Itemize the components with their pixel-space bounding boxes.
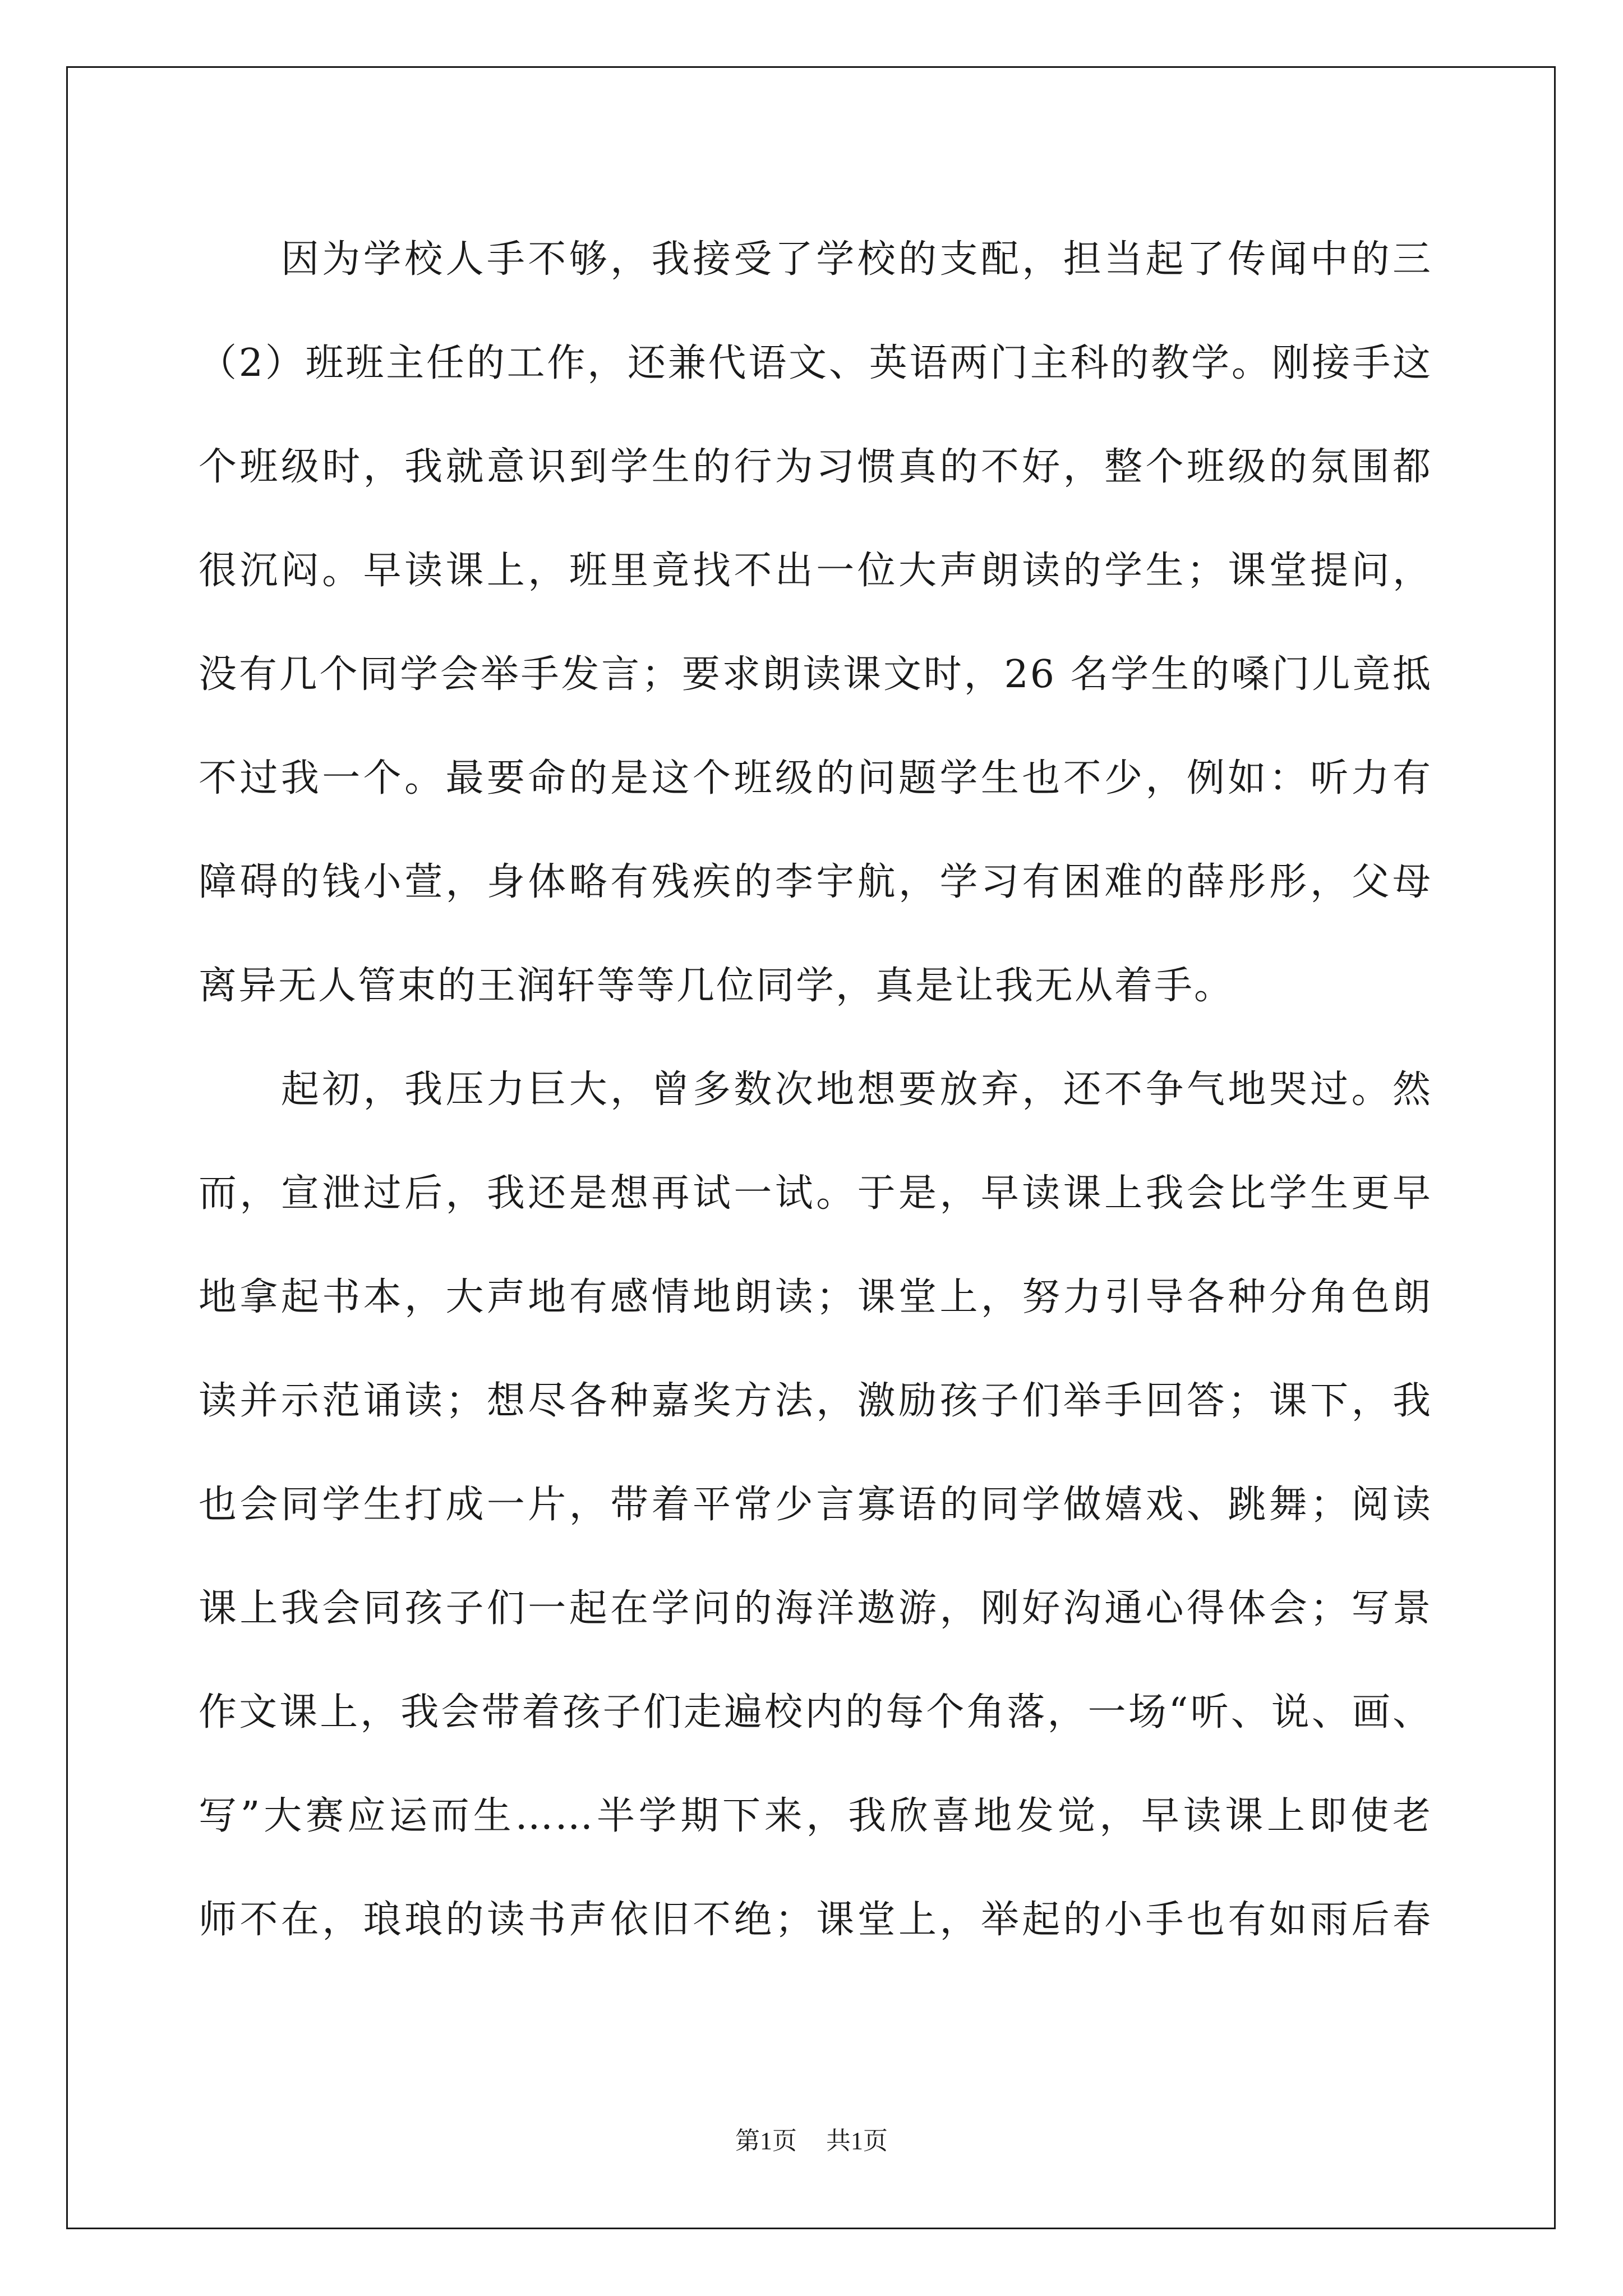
paragraph-1 [199, 208, 1432, 1038]
text-line: 读并示范诵读；想尽各种嘉奖方法，激励孩子们举手回答；课下，我 [199, 1379, 1432, 1423]
text-line: 很沉闷。早读课上，班里竟找不出一位大声朗读的学生；课堂提问， [199, 549, 1432, 593]
text-line: 个班级时，我就意识到学生的行为习惯真的不好，整个班级的氛围都 [199, 445, 1432, 489]
text-line: 起初，我压力巨大，曾多数次地想要放弃，还不争气地哭过。然 [199, 1068, 1432, 1112]
text-line: 因为学校人手不够，我接受了学校的支配，担当起了传闻中的三 [199, 237, 1432, 282]
text-line: 师不在，琅琅的读书声依旧不绝；课堂上，举起的小手也有如雨后春 [199, 1898, 1432, 1942]
text-line: 而，宣泄过后，我还是想再试一试。于是，早读课上我会比学生更早 [199, 1171, 1432, 1216]
text-line: 作文课上，我会带着孩子们走遍校内的每个角落，一场“听、说、画、 [199, 1690, 1432, 1734]
text-line: 地拿起书本，大声地有感情地朗读；课堂上，努力引导各种分角色朗 [199, 1275, 1432, 1319]
text-line: 没有几个同学会举手发言；要求朗读课文时，26 名学生的嗓门儿竟抵 [199, 652, 1432, 697]
text-line: 写”大赛应运而生……半学期下来，我欣喜地发觉，早读课上即使老 [199, 1794, 1433, 1838]
document-body [199, 208, 1432, 1972]
text-line: 离异无人管束的王润轩等等几位同学，真是让我无从着手。 [199, 964, 1234, 1008]
page-number-current: 第1页 [735, 2127, 797, 2155]
text-line: 障碍的钱小萱，身体略有残疾的李宇航，学习有困难的薛彤彤，父母 [199, 860, 1432, 904]
text-line: 不过我一个。最要命的是这个班级的问题学生也不少，例如：听力有 [199, 756, 1432, 800]
text-line: 也会同学生打成一片，带着平常少言寡语的同学做嬉戏、跳舞；阅读 [199, 1483, 1432, 1527]
paragraph-2 [199, 1038, 1432, 1972]
text-line: （2）班班主任的工作，还兼代语文、英语两门主科的教学。刚接手这 [199, 341, 1432, 385]
text-line: 课上我会同孩子们一起在学问的海洋遨游，刚好沟通心得体会；写景 [199, 1586, 1432, 1631]
page-footer [0, 2120, 1623, 2156]
page-number-total: 共1页 [826, 2127, 888, 2155]
